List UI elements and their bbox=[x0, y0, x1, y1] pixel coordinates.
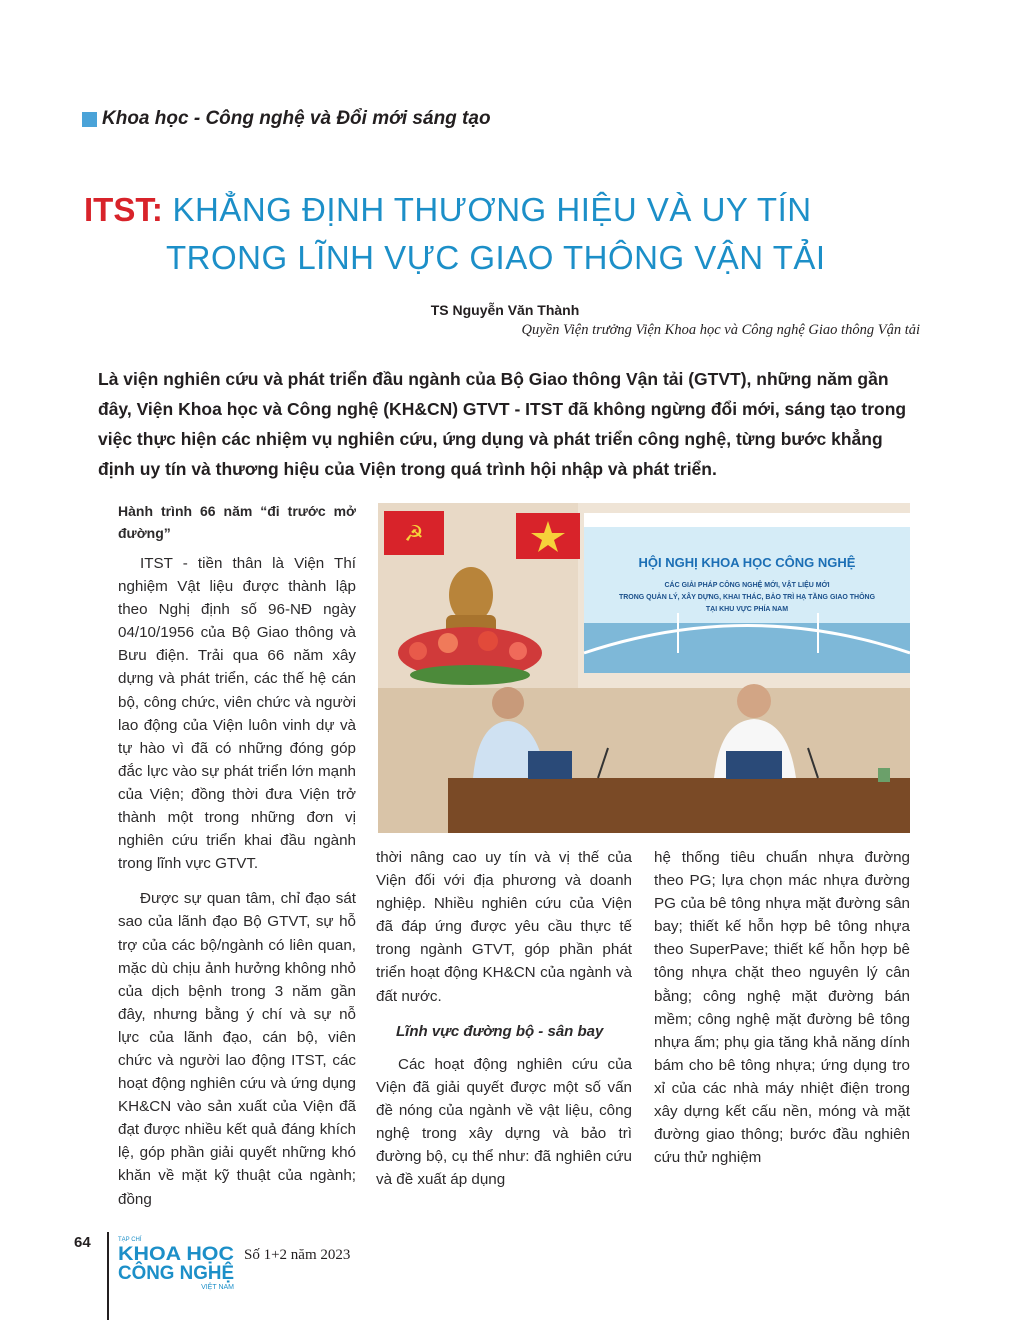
title-line-1-text: KHẲNG ĐỊNH THƯƠNG HIỆU VÀ UY TÍN bbox=[162, 191, 812, 228]
issue-label: Số 1+2 năm 2023 bbox=[244, 1247, 351, 1263]
banner-title: HỘI NGHỊ KHOA HỌC CÔNG NGHỆ bbox=[638, 555, 856, 570]
bust-statue bbox=[449, 567, 493, 623]
article-title bbox=[84, 186, 944, 282]
column-3 bbox=[654, 846, 910, 1169]
paragraph: thời nâng cao uy tín và vị thế của Viện đối với địa phương và doanh nghiệp. Nhiều nghiên cứu của Viện đã đáp ứng được yêu cầu thực tế trong ngành GTVT, góp phần phát triển hoạt động KH&CN của ngành và đất nước. bbox=[376, 849, 632, 1005]
author-affiliation: Quyền Viện trưởng Viện Khoa học và Công nghệ Giao thông Vận tải bbox=[521, 322, 920, 338]
footer-divider bbox=[107, 1232, 109, 1320]
desk bbox=[448, 778, 910, 833]
conference-photo-svg bbox=[378, 503, 910, 833]
title-line-2: TRONG LĨNH VỰC GIAO THÔNG VẬN TẢI bbox=[166, 239, 826, 276]
banner-subtitle-1: CÁC GIẢI PHÁP CÔNG NGHỆ MỚI, VẬT LIỆU MỚI bbox=[664, 582, 830, 589]
magazine-logo-line3: VIỆT NAM bbox=[201, 1284, 234, 1291]
nameplate-2 bbox=[726, 751, 782, 779]
title-line-1 bbox=[84, 186, 944, 234]
magazine-logo bbox=[116, 1232, 236, 1292]
title-prefix: ITST: bbox=[84, 191, 163, 228]
square-bullet-icon bbox=[82, 112, 97, 127]
section-heading: Hành trình 66 năm “đi trước mở đường” bbox=[118, 503, 356, 541]
magazine-logo-line1: KHOA HỌC bbox=[118, 1244, 235, 1265]
svg-text:☭: ☭ bbox=[404, 522, 424, 547]
nameplate-1 bbox=[528, 751, 572, 779]
banner-subtitle-3: TẠI KHU VỰC PHÍA NAM bbox=[705, 606, 789, 613]
banner-subtitle-2: TRONG QUẢN LÝ, XÂY DỰNG, KHAI THÁC, BẢO TRÌ HẠ TẦNG GIAO THÔNG bbox=[618, 594, 876, 601]
column-1 bbox=[118, 500, 356, 1211]
conference-photo bbox=[378, 503, 910, 833]
page-number: 64 bbox=[74, 1234, 91, 1251]
section-label: Khoa học - Công nghệ và Đổi mới sáng tạo bbox=[102, 108, 491, 129]
author-name: TS Nguyễn Văn Thành bbox=[430, 302, 580, 318]
speaker-2 bbox=[737, 684, 771, 718]
paragraph: Được sự quan tâm, chỉ đạo sát sao của lãnh đạo Bộ GTVT, sự hỗ trợ của các bộ/ngành có liên quan, mặc dù chịu ảnh hưởng không nhỏ của dịch bệnh trong 3 năm gần đây, nhưng bằng ý chí và sự nỗ lực của lãnh đạo, cán bộ, viên chức và người lao động ITST, các hoạt động nghiên cứu và ứng dụng KH&CN vào sản xuất của Viện đã đạt được nhiều kết quả đáng khích lệ, góp phần giải quyết những khó khăn về mặt kỹ thuật của ngành; đồng bbox=[118, 890, 356, 1208]
speaker-1 bbox=[492, 687, 524, 719]
subsection-heading: Lĩnh vực đường bộ - sân bay bbox=[396, 1022, 604, 1040]
magazine-logo-line2: CÔNG NGHỆ bbox=[118, 1263, 236, 1284]
column-2 bbox=[376, 846, 632, 1191]
lead-paragraph: Là viện nghiên cứu và phát triển đầu ngành của Bộ Giao thông Vận tải (GTVT), những năm gần đây, Viện Khoa học và Công nghệ (KH&CN) GTVT - ITST đã không ngừng đổi mới, sáng tạo trong việc thực hiện các nhiệm vụ nghiên cứu, ứng dụng và phát triển công nghệ, từng bước khẳng định uy tín và thương hiệu của Viện trong quá trình hội nhập và phát triển. bbox=[98, 369, 907, 479]
paragraph: ITST - tiền thân là Viện Thí nghiệm Vật liệu được thành lập theo Nghị định số 96-NĐ ngày 04/10/1956 của Bộ Giao thông và Bưu điện. Trải qua 66 năm xây dựng và phát triển, các thế hệ cán bộ, công chức, viên chức và người lao động của Viện luôn vinh dự và tự hào vì đã có những đóng góp đắc lực vào sự phát triển lớn mạnh của Viện; đồng thời đưa Viện trở thành một trong những đơn vị nghiên cứu triển khai đầu ngành trong lĩnh vực GTVT. bbox=[118, 555, 356, 873]
paragraph: hệ thống tiêu chuẩn nhựa đường theo PG; lựa chọn mác nhựa đường PG của bê tông nhựa mặt đường sân bay; thiết kế hỗn hợp bê tông nhựa theo SuperPave; thiết kế hỗn hợp bê tông nhựa chặt theo nguyên lý cân bằng; công nghệ mặt đường bán mềm; công nghệ mặt đường bê tông nhựa ấm; phụ gia tăng khả năng dính bám cho bê tông nhựa; ứng dụng tro xỉ của các nhà máy nhiệt điện trong xây dựng kết cấu nền, móng và mặt đường giao thông; bước đầu nghiên cứu thử nghiệm bbox=[654, 849, 910, 1167]
svg-text:TẠP CHÍ: TẠP CHÍ bbox=[118, 1237, 142, 1243]
paragraph: Các hoạt động nghiên cứu của Viện đã giải quyết được một số vấn đề nóng của ngành về vật liệu, công nghệ trong xây dựng và bảo trì đường bộ, cụ thể như: đã nghiên cứu và đề xuất áp dụng bbox=[376, 1055, 632, 1189]
section-tag bbox=[82, 106, 491, 132]
